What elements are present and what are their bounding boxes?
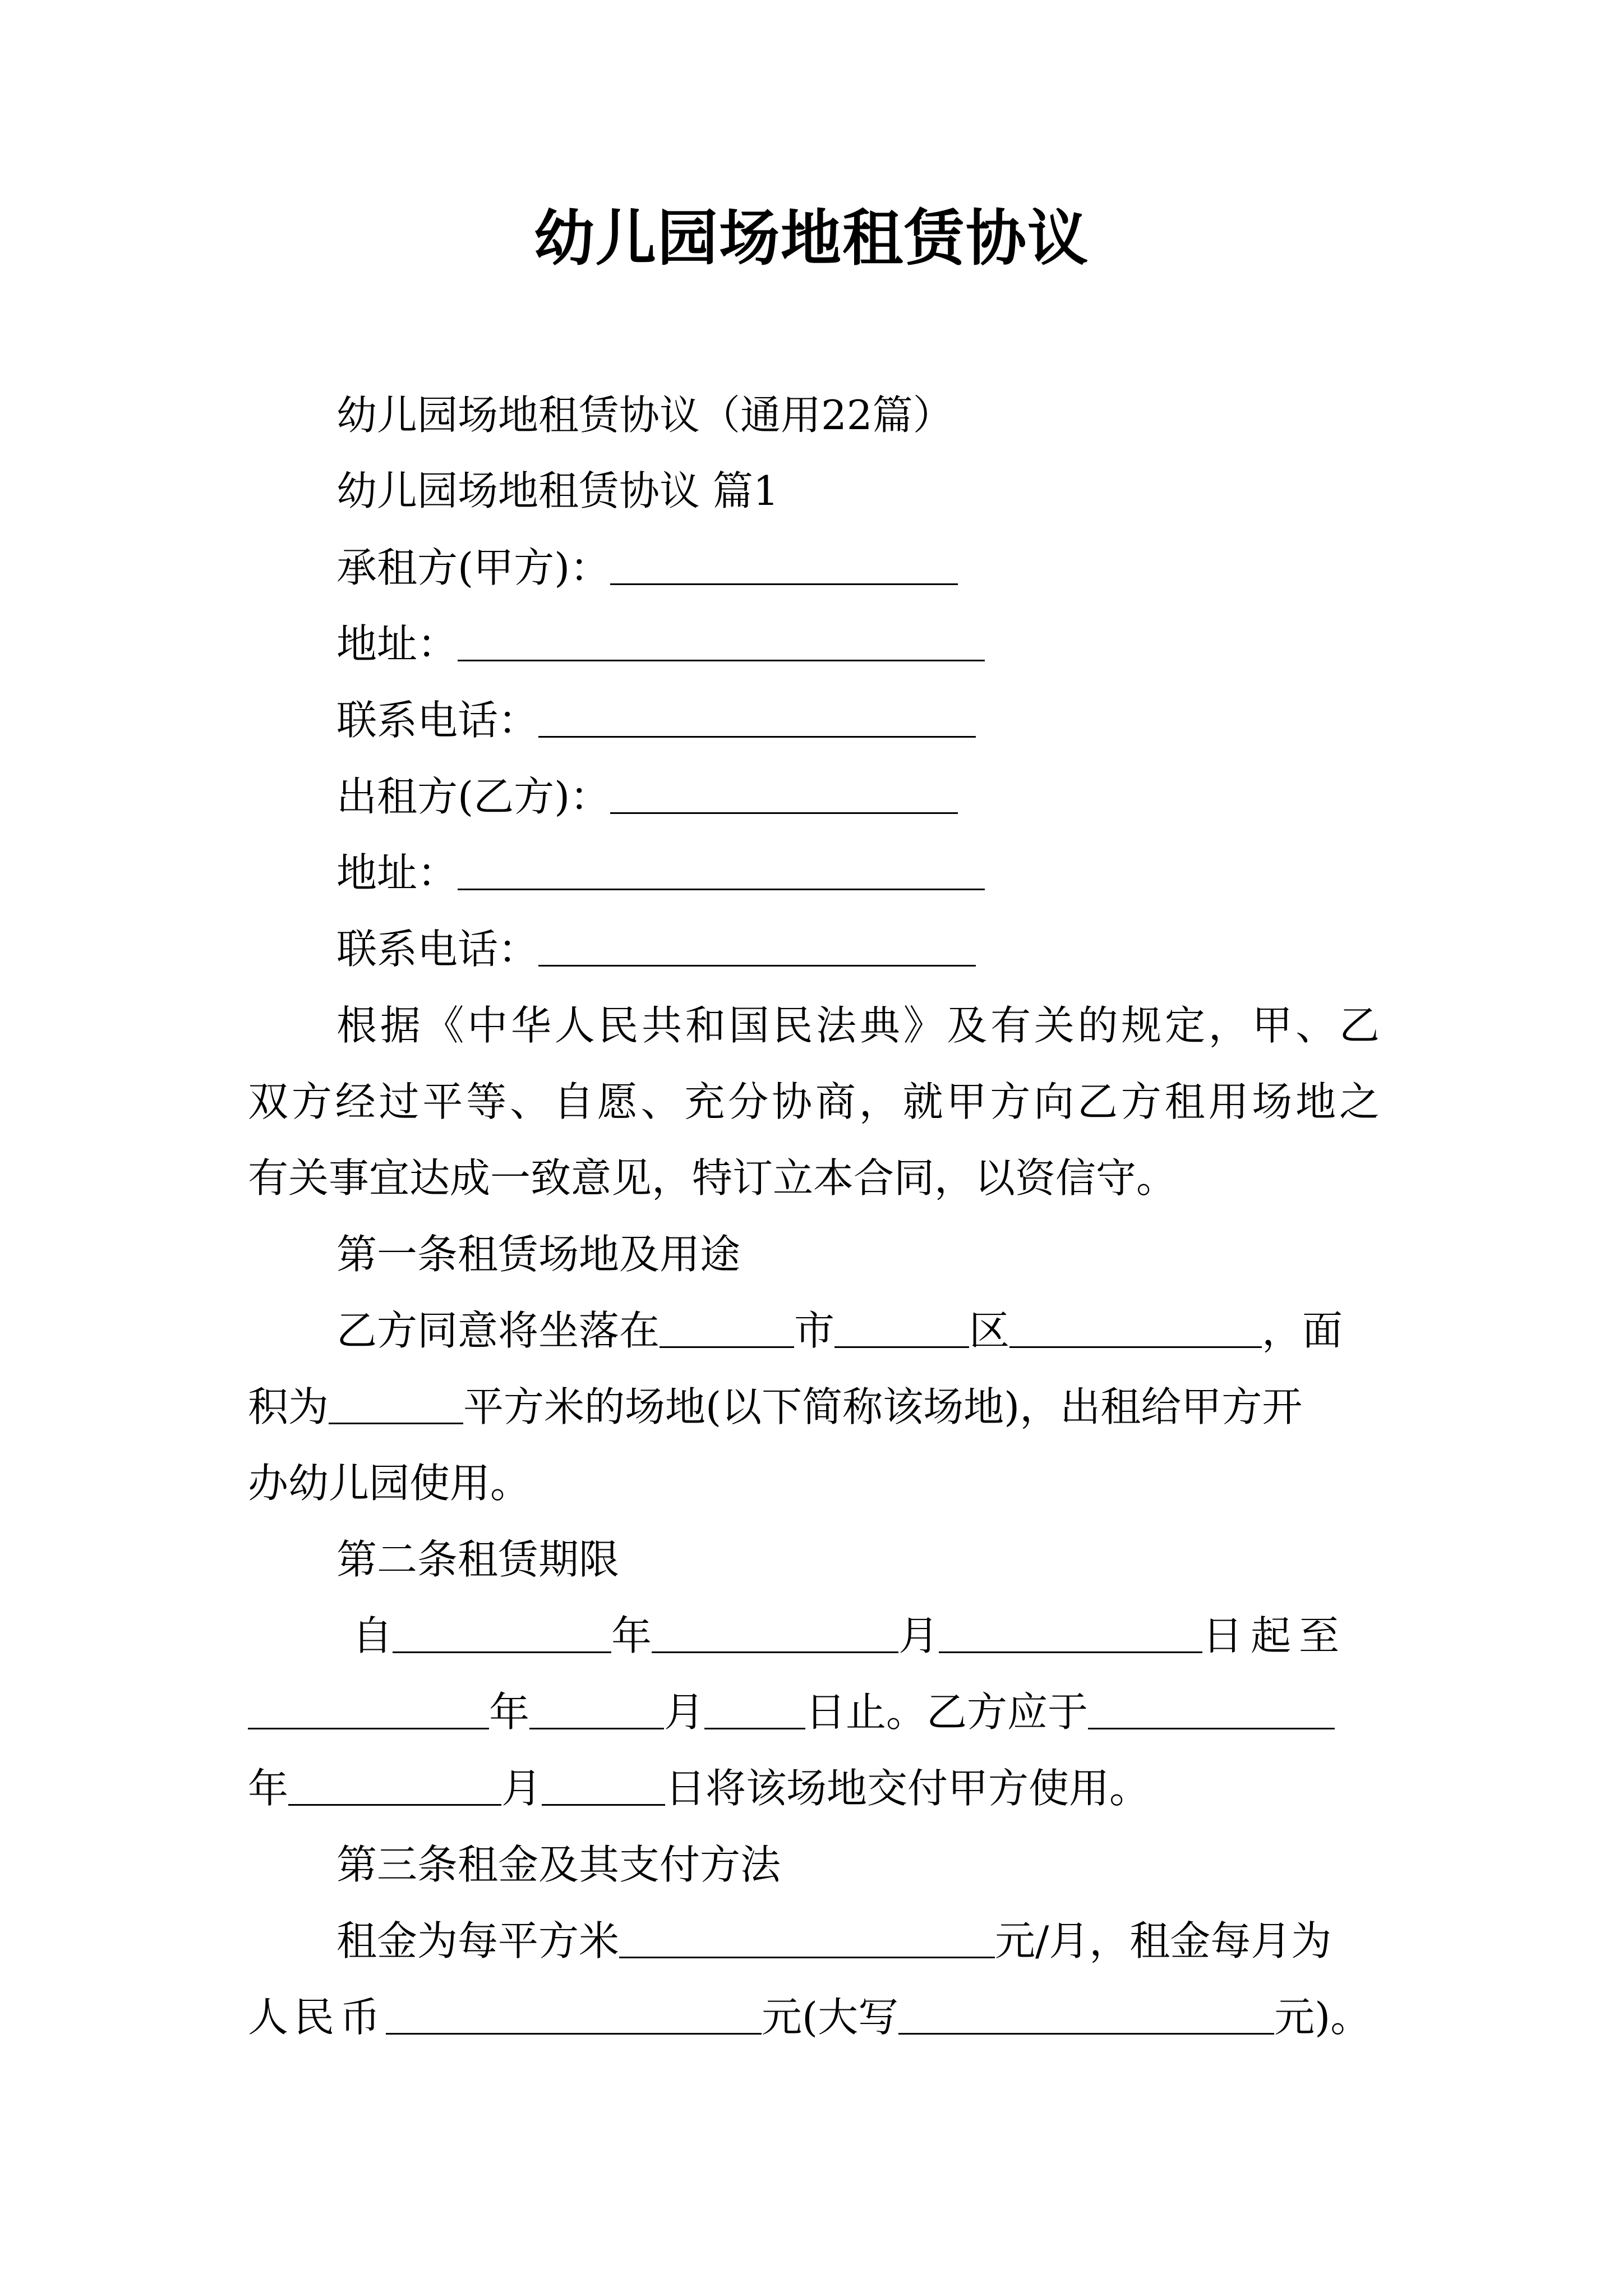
lessee-line <box>336 540 958 596</box>
phone-line-1 <box>336 692 976 748</box>
clause-text: ，面 <box>1262 1307 1343 1354</box>
clause-text: 自 <box>352 1612 393 1659</box>
clause-text: 日将该场地交付甲方使用。 <box>665 1765 1150 1812</box>
phone-label: 联系电话： <box>336 697 539 744</box>
clause-text: 日起至 <box>1202 1612 1348 1659</box>
clause-text: 月 <box>664 1688 705 1736</box>
month-blank <box>529 1687 664 1729</box>
address-label: 地址： <box>336 849 458 896</box>
clause2-line-3 <box>248 1760 1150 1816</box>
phone-blank <box>538 696 976 738</box>
document-title: 幼儿园场地租赁协议 <box>533 203 1089 274</box>
rent-in-words-blank <box>898 1993 1274 2035</box>
clause-text: 日止。乙方应于 <box>805 1688 1089 1736</box>
article-heading: 幼儿园场地租赁协议 篇1 <box>336 467 779 514</box>
address-blank <box>458 619 985 661</box>
year-blank <box>393 1611 611 1653</box>
clause-text: 元)。 <box>1274 1994 1371 2041</box>
preamble-line-1: 根据《中华人民共和国民法典》及有关的规定，甲、乙 <box>336 1002 1380 1049</box>
handover-year-blank <box>1088 1687 1335 1729</box>
day-blank <box>542 1764 665 1806</box>
clause-text: 月 <box>898 1612 939 1659</box>
clause-text: 年 <box>489 1688 530 1736</box>
preamble-line-2: 双方经过平等、自愿、充分协商，就甲方向乙方租用场地之 <box>248 1078 1380 1125</box>
clause-text: 平方米的场地(以下简称该场地)，出租给甲方开 <box>463 1383 1303 1430</box>
month-blank <box>288 1764 501 1806</box>
unit-rent-blank <box>619 1916 995 1958</box>
preamble-line-3: 有关事宜达成一致意见，特订立本合同，以资信守。 <box>248 1154 1177 1202</box>
clause-text: 租金为每平方米 <box>336 1917 620 1964</box>
clause-text: 元/月，租金每月为 <box>995 1917 1332 1964</box>
location-blank <box>1009 1306 1262 1348</box>
clause-text: 年 <box>611 1612 652 1659</box>
phone-blank <box>538 924 976 967</box>
clause2-heading: 第二条租赁期限 <box>336 1536 620 1583</box>
clause-text: 人民币 <box>248 1994 386 2041</box>
clause2-line-2 <box>248 1684 1335 1740</box>
lessor-line <box>336 769 958 825</box>
clause1-line-3: 办幼儿园使用。 <box>248 1460 531 1507</box>
clause1-heading: 第一条租赁场地及用途 <box>336 1231 741 1278</box>
day-blank <box>704 1687 805 1729</box>
lessor-label: 出租方(乙方)： <box>336 773 611 820</box>
phone-line-2 <box>336 921 976 977</box>
clause-text: 元(大写 <box>762 1994 899 2041</box>
clause-text: 月 <box>501 1765 542 1812</box>
clause3-heading: 第三条租金及其支付方法 <box>336 1841 781 1888</box>
clause-text: 积为 <box>248 1383 329 1430</box>
city-blank <box>660 1306 794 1348</box>
district-blank <box>834 1306 969 1348</box>
year-blank <box>248 1687 489 1729</box>
phone-label: 联系电话： <box>336 926 539 973</box>
clause-text: 年 <box>248 1765 289 1812</box>
clause-text: 乙方同意将坐落在 <box>336 1307 660 1354</box>
clause3-line-2 <box>248 1989 1371 2045</box>
address-label: 地址： <box>336 620 458 668</box>
document-subtitle: 幼儿园场地租赁协议（通用22篇） <box>336 392 953 439</box>
monthly-rent-blank <box>386 1993 762 2035</box>
clause-text: 市 <box>794 1307 835 1354</box>
lessor-blank <box>610 772 958 814</box>
clause1-line-1 <box>336 1303 1343 1359</box>
month-blank <box>652 1611 898 1653</box>
address-blank <box>458 848 985 890</box>
clause-text: 区 <box>969 1307 1010 1354</box>
day-blank <box>939 1611 1202 1653</box>
lessee-blank <box>610 543 958 585</box>
address-line-1 <box>336 616 985 672</box>
clause2-line-1 <box>352 1608 1347 1664</box>
lessee-label: 承租方(甲方)： <box>336 544 611 591</box>
clause3-line-1 <box>336 1913 1331 1969</box>
clause1-line-2 <box>248 1379 1302 1435</box>
area-blank <box>329 1382 463 1424</box>
address-line-2 <box>336 845 985 901</box>
